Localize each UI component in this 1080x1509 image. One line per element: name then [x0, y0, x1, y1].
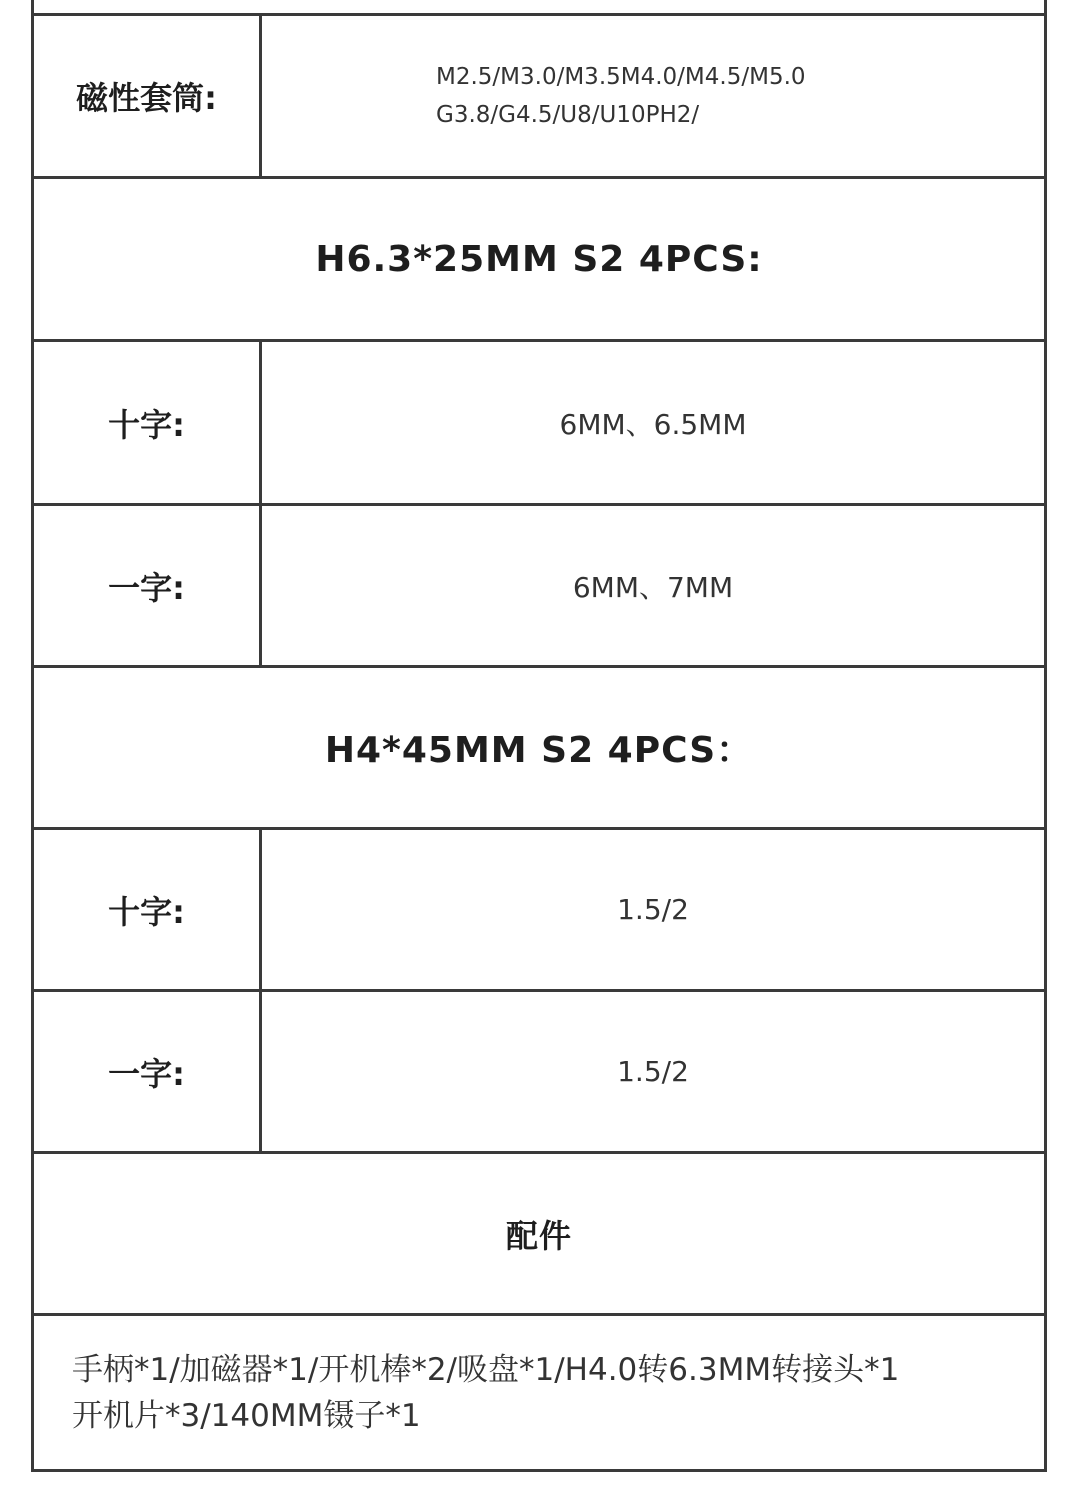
section-h4-cell [34, 668, 1044, 827]
row-section-h63 [34, 176, 1044, 339]
row-accessories-list [34, 1313, 1044, 1469]
row-h63-slot [34, 503, 1044, 665]
h63-cross-value: 6MM、6.5MM [559, 407, 747, 441]
section-h63-cell [34, 179, 1044, 339]
h4-cross-value: 1.5/2 [617, 893, 689, 926]
magnetic-socket-line-2: G3.8/G4.5/U8/U10PH2/ [436, 102, 700, 128]
accessories-title: 配件 [505, 1216, 572, 1255]
h4-slot-value: 1.5/2 [617, 1055, 689, 1088]
h4-slot-label: 一字: [34, 992, 262, 1151]
section-h4-title: H4*45MM S2 4PCS： [324, 730, 754, 771]
magnetic-socket-line-1: M2.5/M3.0/M3.5M4.0/M4.5/M5.0 [436, 64, 806, 90]
accessories-header-cell [34, 1154, 1044, 1313]
h63-slot-label: 一字: [34, 506, 262, 665]
accessories-list [34, 1316, 1044, 1469]
h63-cross-label: 十字: [34, 342, 262, 503]
row-accessories-header [34, 1151, 1044, 1313]
row-magnetic-socket [34, 13, 1044, 176]
row-h63-cross [34, 339, 1044, 503]
magnetic-socket-values [262, 16, 1044, 176]
section-h63-title: H6.3*25MM S2 4PCS: [315, 238, 763, 280]
magnetic-socket-label: 磁性套筒: [34, 16, 262, 176]
spec-table [31, 0, 1047, 1472]
h4-cross-label: 十字: [34, 830, 262, 989]
accessories-line-1: 手柄*1/加磁器*1/开机棒*2/吸盘*1/H4.0转6.3MM转接头*1 [72, 1351, 900, 1388]
row-h4-slot [34, 989, 1044, 1151]
accessories-line-2: 开机片*3/140MM镊子*1 [72, 1397, 421, 1434]
row-h4-cross [34, 827, 1044, 989]
row-section-h4 [34, 665, 1044, 827]
h63-slot-value: 6MM、7MM [572, 570, 734, 604]
